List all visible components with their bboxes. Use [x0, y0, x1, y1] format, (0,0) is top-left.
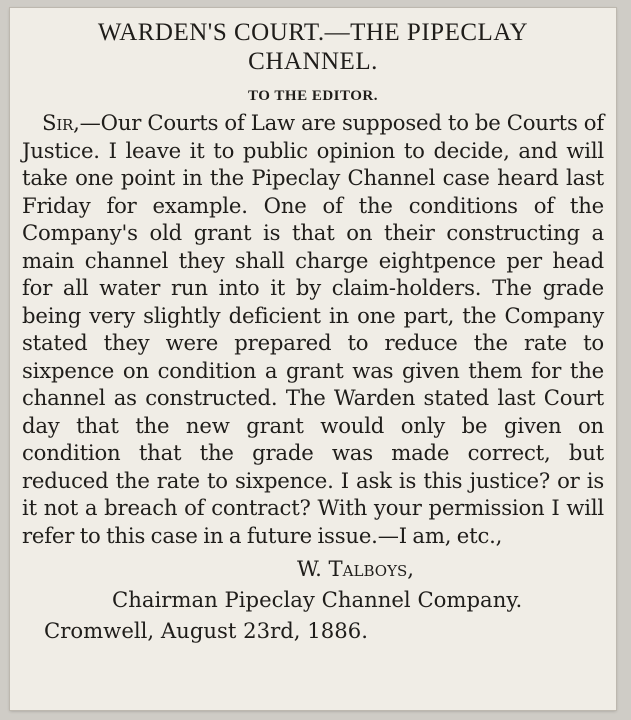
signature-name	[22, 555, 604, 582]
article-title-line-2: CHANNEL.	[248, 48, 378, 75]
to-the-editor-heading: TO THE EDITOR.	[248, 88, 378, 104]
article-title	[22, 18, 604, 76]
salutation: Sir,	[42, 110, 80, 135]
letter-body-text: —Our Courts of Law are supposed to be Courts of Justice. I leave it to public opinion to decide, and will take one point in the Pipeclay Channel case heard last Friday for example. One of the conditions of the Company's old grant is that on their constructing a main channel they shall charge eightpence per head for all water run into it by claim-holders. The grade being very slightly deficient in one part, the Company stated they were prepared to reduce the rate to sixpence on condition a grant was given them for the channel as constructed. The Warden stated last Court day that the new grant would only be given on condition that the grade was made correct, but reduced the rate to sixpence. I ask is this justice? or is it not a breach of contract? With your permission I will refer to this case in a future issue.—I am, etc.,	[22, 110, 604, 548]
newspaper-clipping	[10, 8, 616, 710]
dateline: Cromwell, August 23rd, 1886.	[44, 618, 368, 643]
letter-body	[22, 109, 604, 549]
signature-name-text: W. Talboys,	[297, 556, 414, 581]
signature-title: Chairman Pipeclay Channel Company.	[112, 587, 523, 612]
article-title-line-1: WARDEN'S COURT.—THE PIPECLAY	[97, 19, 529, 46]
